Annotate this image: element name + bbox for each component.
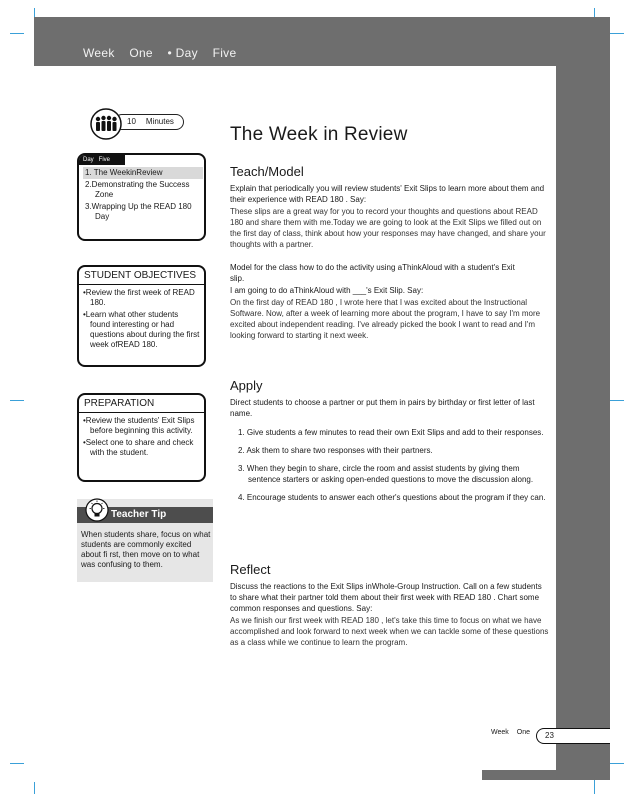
timer-pill [114, 114, 184, 130]
crop-mark [610, 33, 624, 34]
objectives-title: STUDENT OBJECTIVES [79, 267, 204, 285]
apply-section [230, 378, 550, 510]
apply-step: 1. Give students a few minutes to read their own Exit Slips and add to their responses. [238, 428, 544, 437]
teach-say-text: On the first day of READ 180 , I wrote here that I was excited about the Instructional Software. Now, after a week of learning more about the program, I have to say I'm more excited about independent reading. I've already picked the book I want to read and I'm looking forward to starting it next week. [230, 298, 541, 340]
day-tab-num: Five [98, 157, 111, 163]
lightbulb-icon [85, 498, 109, 522]
preparation-item: •Select one to share and check with the student. [83, 438, 194, 457]
preparation-item: •Review the students' Exit Slips before beginning this activity. [83, 416, 195, 435]
preparation-title: PREPARATION [79, 395, 204, 413]
teacher-tip-title: Teacher Tip [77, 507, 213, 523]
teacher-tip-body: When students share, focus on what students are commonly excited about fi rst, then move on to what was confusing to them. [81, 530, 211, 569]
objective-item: •Review the first week of READ 180. [83, 288, 195, 307]
agenda-item [83, 179, 203, 201]
timer-minutes: 10 [127, 117, 136, 126]
preparation-box [77, 393, 206, 482]
agenda-item-text: 3.Wrapping Up the READ 180 [85, 202, 192, 211]
bottom-band [482, 770, 610, 780]
teach-say-text: These slips are a great way for you to record your thoughts and questions about READ 180 and share them with me.Today we are going to look at the Exit Slips we filled out on the first day of class, think about how your responses may have changed, and share your thoughts with a partner. [230, 207, 546, 249]
footer-week-num: One [516, 729, 531, 736]
main-column [230, 124, 550, 162]
page-body-bottom [34, 770, 482, 782]
teach-model-section [230, 164, 550, 342]
teach-para: Explain that periodically you will review students' Exit Slips to learn more about them and their experience with READ 180 . Say: [230, 184, 545, 204]
group-people-icon [90, 108, 122, 140]
apply-intro: Direct students to choose a partner or put them in pairs by birthday or first letter of last name. [230, 398, 535, 418]
teacher-tip-box [77, 499, 213, 582]
header-week-num: One [129, 46, 153, 60]
preparation-list [79, 413, 204, 458]
header-week: Week [83, 46, 115, 60]
page-number-pill [536, 728, 610, 744]
header-day-num: Five [212, 46, 237, 60]
page-number: 23 [545, 731, 554, 740]
agenda-item-sub: Day [95, 212, 110, 221]
crop-mark [610, 763, 624, 764]
objectives-list [79, 285, 204, 350]
header-day: • Day [167, 46, 198, 60]
apply-steps [230, 427, 550, 503]
day-tab [79, 155, 125, 165]
reflect-say-text: As we finish our first week with READ 180 , let's take this time to focus on what we have accomplished and look forward to next week when we can tackle some of these questions as a class while we continue to learn the program. [230, 616, 549, 647]
teach-para: I am going to do aThinkAloud with ___'s Exit Slip. Say: [230, 286, 424, 295]
apply-heading: Apply [230, 378, 263, 393]
crop-mark [610, 400, 624, 401]
apply-step: 4. Encourage students to answer each other's questions about the program if they can. [238, 493, 546, 502]
running-header [83, 46, 247, 60]
agenda-item-text: 1. The WeekinReview [85, 168, 163, 177]
apply-step: 3. When they begin to share, circle the room and assist students by giving them sentence starters or asking open-ended questions to move the discussion along. [238, 464, 534, 484]
agenda-list [83, 167, 203, 223]
day-tab-day: Day [83, 157, 94, 163]
reflect-heading: Reflect [230, 562, 271, 577]
page-title: The Week in Review [230, 124, 408, 145]
student-objectives-box [77, 265, 206, 367]
reflect-section [230, 562, 550, 649]
teach-para: Model for the class how to do the activity using aThinkAloud with a student's Exit slip. [230, 263, 515, 283]
agenda-item-sub: Zone [95, 190, 114, 199]
teach-model-heading: Teach/Model [230, 164, 304, 179]
agenda-item-text: 2.Demonstrating the Success [85, 180, 190, 189]
reflect-para: Discuss the reactions to the Exit Slips inWhole-Group Instruction. Call on a few students to share what their partner told them about their first week with READ 180 . Chart some common responses and questions. Say: [230, 582, 542, 613]
agenda-item [83, 201, 203, 223]
objective-item: •Learn what other students found interesting or had questions about during the first week ofREAD 180. [83, 310, 200, 349]
apply-step: 2. Ask them to share two responses with their partners. [238, 446, 433, 455]
footer-week: Week [491, 729, 509, 736]
running-footer [491, 729, 538, 736]
crop-mark [10, 763, 24, 764]
right-margin-band [556, 66, 610, 780]
crop-mark [10, 33, 24, 34]
agenda-item [83, 167, 203, 179]
day-agenda-box [77, 153, 206, 241]
timer-label: Minutes [145, 117, 174, 126]
crop-mark [10, 400, 24, 401]
